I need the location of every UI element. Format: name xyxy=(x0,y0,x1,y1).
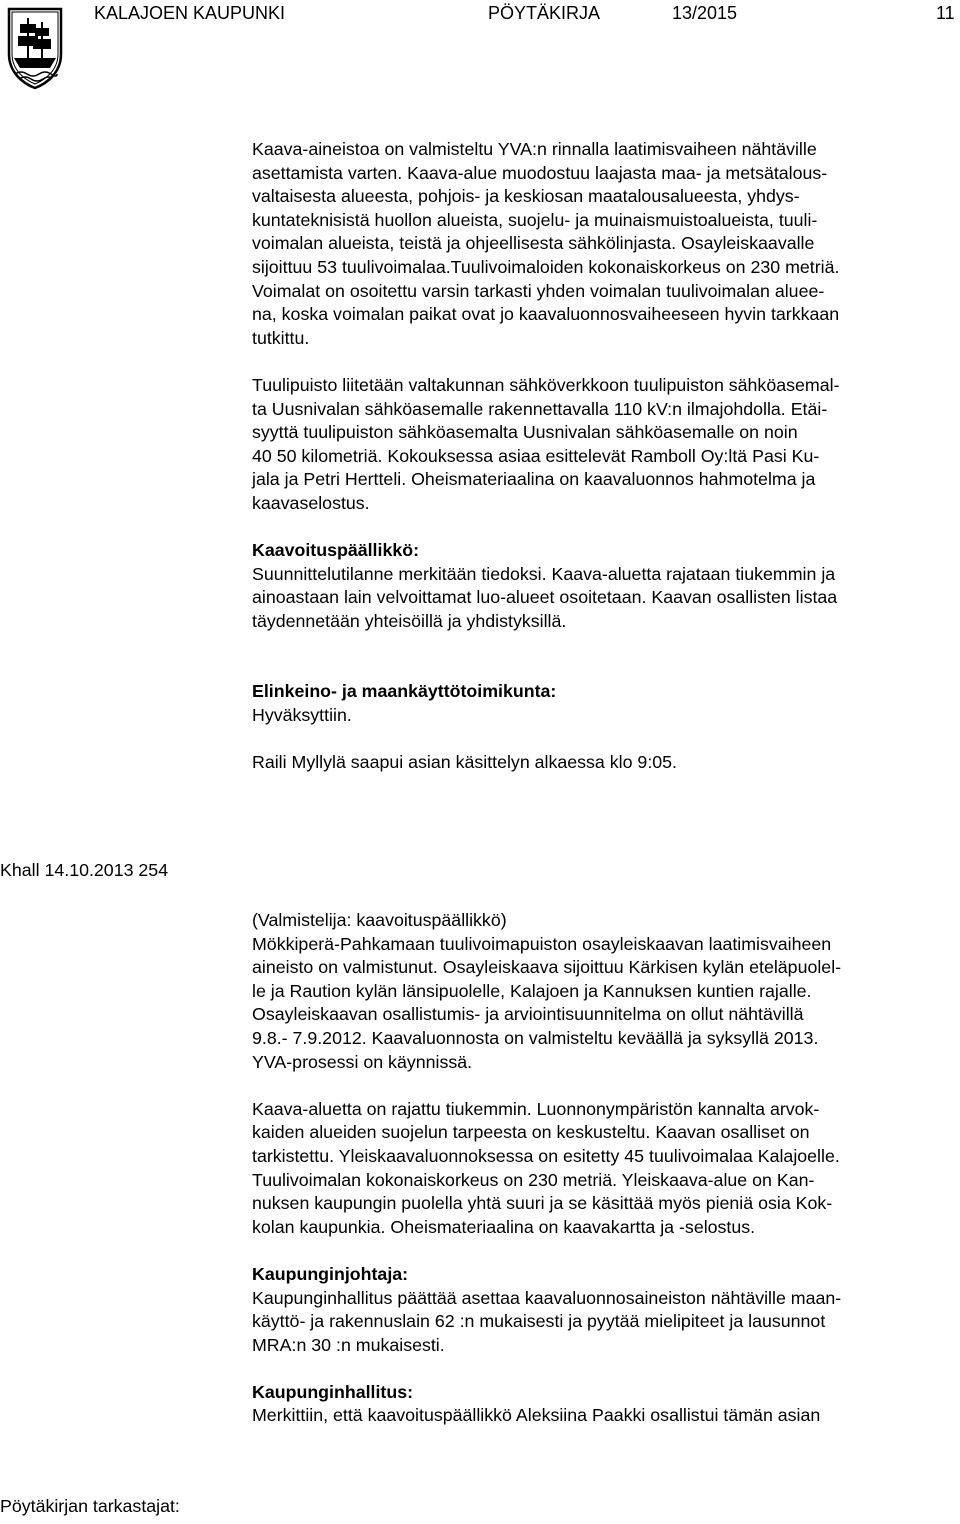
text-line: Voimalat on osoitettu varsin tarkasti yhden voimalan tuulivoimalan aluee- xyxy=(252,280,825,301)
header-page-number: 11 xyxy=(936,3,955,23)
text-line: täydennetään yhteisöillä ja yhdistyksillä. xyxy=(252,610,567,631)
text-line: ainoastaan lain velvoittamat luo-alueet osoitetaan. Kaavan osallisten listaa xyxy=(252,587,838,608)
text-line: Tuulipuisto liitetään valtakunnan sähköverkkoon tuulipuiston sähköasemal- xyxy=(252,374,840,395)
text-line: tarkistettu. Yleiskaavaluonnoksessa on esitetty 45 tuulivoimalaa Kalajoelle. xyxy=(252,1145,840,1166)
text-line: ta Uusnivalan sähköasemalle rakennettavalla 110 kV:n ilmajohdolla. Etäi- xyxy=(252,398,828,419)
text-line: tutkittu. xyxy=(252,327,310,348)
text-line: Tuulivoimalan kokonaiskorkeus on 230 metriä. Yleiskaava-alue on Kan- xyxy=(252,1169,815,1190)
paragraph-kaava-alue xyxy=(252,138,957,350)
coat-of-arms-ship-icon xyxy=(6,6,64,90)
text-line: Suunnittelutilanne merkitään tiedoksi. Kaava-aluetta rajataan tiukemmin ja xyxy=(252,563,836,584)
text-line: (Valmistelija: kaavoituspäällikkö) xyxy=(252,910,507,930)
text-line: Kaava-aluetta on rajattu tiukemmin. Luonnonympäristön kannalta arvok- xyxy=(252,1098,820,1119)
section-kaava-aineisto xyxy=(252,138,957,775)
text-line: Kaupunginhallitus päättää asettaa kaavaluonnosaineiston nähtäville maan- xyxy=(252,1287,842,1308)
paragraph-valmistelu xyxy=(252,909,957,1074)
text-line: aineisto on valmistunut. Osayleiskaava sijoittuu Kärkisen kylän eteläpuolel- xyxy=(252,957,842,978)
text-line: le ja Raution kylän länsipuolelle, Kalajoen ja Kannuksen kuntien rajalle. xyxy=(252,980,812,1001)
text-line: sijoittuu 53 tuulivoimalaa.Tuulivoimaloiden kokonaiskorkeus on 230 metriä. xyxy=(252,256,840,277)
text-line: Merkittiin, että kaavoituspäällikkö Aleksiina Paakki osallistui tämän asian xyxy=(252,1405,821,1426)
text-line: Mökkiperä-Pahkamaan tuulivoimapuiston osayleiskaavan laatimisvaiheen xyxy=(252,933,832,954)
header-doc-no: 13/2015 xyxy=(672,3,738,23)
text-line: nuksen kaupungin puolella yhtä suuri ja se käsittää myös pieniä osia Kok- xyxy=(252,1193,833,1214)
text-line: kaavaselostus. xyxy=(252,492,370,513)
heading-kaupunginjohtaja: Kaupunginjohtaja: xyxy=(252,1263,409,1284)
text-line: na, koska voimalan paikat ovat jo kaavaluonnosvaiheeseen hyvin tarkkaan xyxy=(252,304,840,325)
attendance-note: Raili Myllylä saapui asian käsittelyn alkaessa klo 9:05. xyxy=(252,752,677,773)
page-header xyxy=(0,0,960,30)
text-line: Osayleiskaavan osallistumis- ja arviointisuunnitelma on ollut nähtävillä xyxy=(252,1004,804,1025)
text-line: 40 50 kilometriä. Kokouksessa asiaa esittelevät Ramboll Oy:ltä Pasi Ku- xyxy=(252,445,820,466)
text-line: jala ja Petri Hertteli. Oheismateriaalina on kaavaluonnos hahmotelma ja xyxy=(252,469,816,490)
text-line: asettamista varten. Kaava-alue muodostuu laajasta maa- ja metsätalous- xyxy=(252,162,828,183)
heading-elinkeino-toimikunta: Elinkeino- ja maankäyttötoimikunta: xyxy=(252,681,557,702)
heading-kaavoituspaallikko: Kaavoituspäällikkö: xyxy=(252,540,420,561)
header-org: KALAJOEN KAUPUNKI xyxy=(94,3,286,23)
header-doc-type: PÖYTÄKIRJA xyxy=(488,3,601,23)
text-line: valtaisesta alueesta, pohjois- ja keskiosan maatalousalueesta, yhdys- xyxy=(252,186,800,207)
decision-text: Hyväksyttiin. xyxy=(252,705,352,726)
section-reference: Khall 14.10.2013 254 xyxy=(0,860,169,880)
text-line: Kaava-aineistoa on valmisteltu YVA:n rinnalla laatimisvaiheen nähtäville xyxy=(252,139,817,159)
paragraph-tuulipuisto xyxy=(252,374,957,516)
text-line: MRA:n 30 :n mukaisesti. xyxy=(252,1334,445,1355)
text-line: voimalan alueista, teistä ja ohjeellisesta sähkölinjasta. Osayleiskaavalle xyxy=(252,233,815,254)
footer-tarkastajat: Pöytäkirjan tarkastajat: xyxy=(0,1496,180,1516)
text-line: 9.8.- 7.9.2012. Kaavaluonnosta on valmisteltu keväällä ja syksyllä 2013. xyxy=(252,1027,819,1048)
text-line: kolan kaupunkia. Oheismateriaalina on kaavakartta ja -selostus. xyxy=(252,1216,756,1237)
text-line: käyttö- ja rakennuslain 62 :n mukaisesti ja pyytää mielipiteet ja lausunnot xyxy=(252,1311,826,1332)
text-line: syyttä tuulipuiston sähköasemalta Uusnivalan sähköasemalle on noin xyxy=(252,422,798,443)
text-line: YVA-prosessi on käynnissä. xyxy=(252,1051,473,1072)
text-line: kuntateknisistä huollon alueista, suojelu- ja muinaismuistoalueista, tuuli- xyxy=(252,209,818,230)
text-line: kaiden alueiden suojelun tarpeesta on keskusteltu. Kaavan osalliset on xyxy=(252,1122,810,1143)
section-khall-254 xyxy=(252,909,957,1428)
paragraph-kaava-alue-rajattu xyxy=(252,1098,957,1240)
heading-kaupunginhallitus: Kaupunginhallitus: xyxy=(252,1381,414,1402)
